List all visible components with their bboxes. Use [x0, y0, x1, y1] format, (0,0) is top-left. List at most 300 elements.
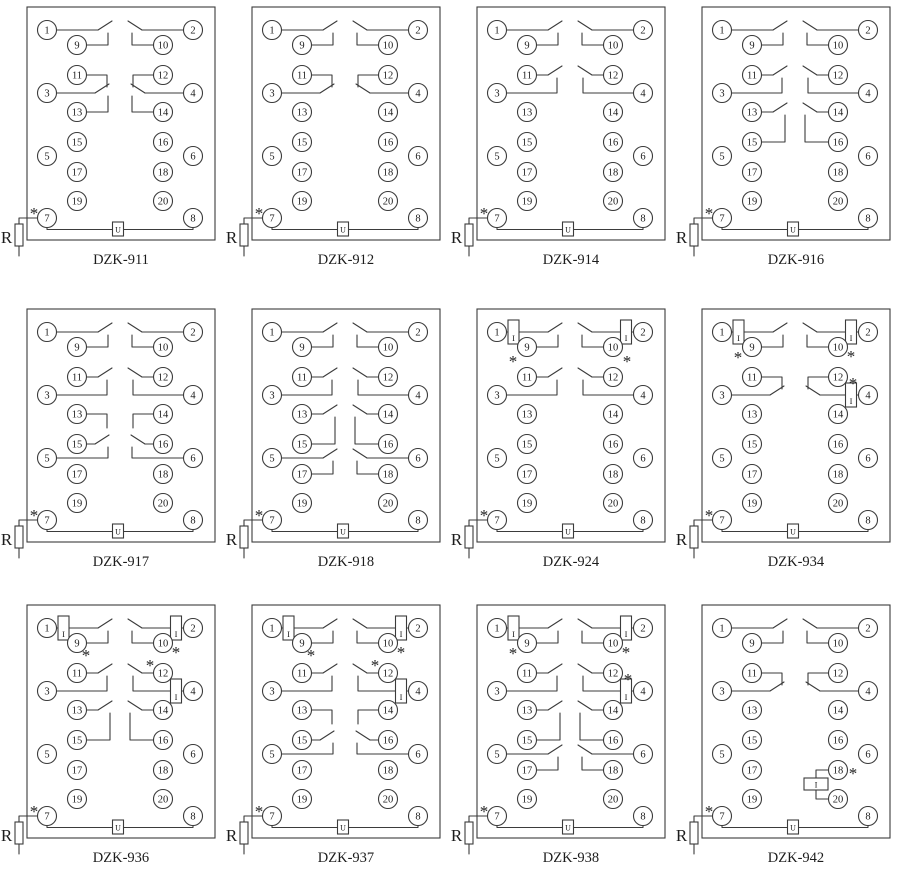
terminal-number: 5	[44, 151, 50, 163]
terminal-number: 4	[190, 88, 196, 100]
terminal-20	[604, 790, 623, 809]
resistor-branch	[451, 816, 488, 854]
terminal-number: 14	[832, 705, 844, 717]
terminal-number: 8	[640, 811, 646, 823]
terminal-4	[184, 386, 203, 405]
terminal-number: 15	[71, 439, 83, 451]
terminal-number: 19	[71, 196, 83, 208]
terminal-number: 19	[296, 498, 308, 510]
diagram-label: DZK-936	[92, 850, 150, 866]
polarity-asterisk-right-of-10: *	[846, 347, 856, 366]
terminal-number: 10	[382, 638, 394, 650]
relay-diagram-dzk-914	[450, 0, 675, 296]
terminal-number: 14	[382, 107, 394, 119]
terminal-18	[379, 761, 398, 780]
terminal-number: 1	[269, 623, 275, 635]
terminal-number: 15	[296, 735, 308, 747]
relay-diagram-dzk-912	[225, 0, 450, 296]
terminal-number: 12	[382, 668, 394, 680]
terminal-17	[743, 465, 762, 484]
terminal-number: 5	[269, 151, 275, 163]
terminal-number: 16	[607, 137, 619, 149]
terminal-number: 18	[832, 469, 844, 481]
polarity-asterisk-near-7: *	[704, 802, 714, 821]
current-coil-label: I	[287, 629, 290, 639]
wire	[98, 619, 112, 628]
terminal-number: 8	[865, 811, 871, 823]
terminal-number: 12	[382, 372, 394, 384]
terminal-number: 18	[607, 765, 619, 777]
terminal-number: 8	[415, 213, 421, 225]
terminal-6	[184, 745, 203, 764]
terminal-number: 4	[865, 686, 871, 698]
terminal-12	[604, 368, 623, 387]
terminal-6	[634, 745, 653, 764]
terminal-17	[293, 465, 312, 484]
terminal-8	[409, 209, 428, 228]
polarity-asterisk-right-of-12: *	[623, 670, 633, 689]
terminal-13	[518, 103, 537, 122]
wire	[353, 664, 367, 673]
terminal-number: 11	[296, 668, 308, 680]
voltage-coil-label: U	[115, 225, 121, 235]
resistor-branch	[676, 520, 713, 558]
current-coil-label: I	[624, 629, 628, 639]
terminal-number: 17	[71, 167, 83, 179]
wire	[578, 745, 592, 754]
terminal-14	[604, 701, 623, 720]
terminal-11	[743, 368, 762, 387]
voltage-coil-label: U	[565, 823, 571, 833]
terminal-16	[154, 133, 173, 152]
wire	[87, 631, 108, 643]
terminal-number: 4	[865, 88, 871, 100]
terminal-11	[68, 664, 87, 683]
wire	[323, 405, 337, 414]
terminal-18	[829, 761, 848, 780]
terminal-number: 1	[719, 623, 725, 635]
wire	[311, 75, 332, 87]
wire	[807, 631, 828, 643]
terminal-number: 3	[719, 88, 725, 100]
diagram-canvas	[675, 302, 900, 598]
terminal-number: 16	[832, 439, 844, 451]
wire	[353, 405, 367, 414]
wire	[807, 33, 828, 45]
terminal-number: 16	[157, 137, 169, 149]
polarity-asterisk-near-7: *	[254, 204, 264, 223]
polarity-asterisk-near-7: *	[704, 204, 714, 223]
terminal-number: 8	[415, 515, 421, 527]
wire	[357, 335, 378, 347]
diagram-label: DZK-942	[767, 850, 825, 866]
terminal-number: 6	[190, 749, 196, 761]
terminal-number: 18	[157, 167, 169, 179]
terminal-number: 19	[521, 794, 533, 806]
wire	[132, 96, 154, 112]
polarity-asterisk-above-12: *	[145, 656, 155, 675]
terminal-number: 16	[382, 439, 394, 451]
terminal-5	[713, 449, 732, 468]
terminal-17	[293, 163, 312, 182]
terminal-number: 16	[157, 735, 169, 747]
resistor-label: R	[675, 826, 688, 845]
terminal-19	[68, 192, 87, 211]
resistor-label: R	[675, 228, 688, 247]
terminal-10	[604, 634, 623, 653]
terminal-number: 18	[832, 765, 844, 777]
resistor-body	[240, 822, 248, 844]
polarity-asterisk-near-7: *	[29, 204, 39, 223]
terminal-number: 16	[607, 735, 619, 747]
terminal-number: 10	[607, 40, 619, 52]
wire	[578, 619, 592, 628]
terminal-number: 2	[190, 25, 196, 37]
terminal-number: 13	[296, 409, 308, 421]
relay-case-border	[252, 605, 440, 838]
terminal-19	[293, 790, 312, 809]
terminal-number: 12	[382, 70, 394, 82]
terminal-number: 9	[74, 342, 80, 354]
terminal-2	[634, 619, 653, 638]
terminal-number: 1	[719, 25, 725, 37]
terminal-number: 17	[296, 167, 308, 179]
terminal-5	[488, 147, 507, 166]
terminal-number: 11	[296, 70, 308, 82]
terminal-7	[713, 511, 732, 530]
terminal-19	[743, 790, 762, 809]
terminal-13	[68, 405, 87, 424]
terminal-3	[713, 386, 732, 405]
terminal-3	[38, 682, 57, 701]
terminal-6	[859, 449, 878, 468]
relay-diagram-dzk-911	[0, 0, 225, 296]
terminal-4	[859, 84, 878, 103]
terminal-4	[634, 682, 653, 701]
terminal-number: 9	[299, 40, 305, 52]
terminal-number: 19	[296, 794, 308, 806]
terminal-number: 2	[190, 327, 196, 339]
wire	[353, 368, 367, 377]
wire	[128, 323, 142, 332]
terminal-3	[263, 682, 282, 701]
terminal-number: 3	[494, 88, 500, 100]
terminal-9	[743, 338, 762, 357]
wire	[582, 631, 603, 643]
current-coil-1	[283, 616, 294, 640]
terminal-13	[293, 405, 312, 424]
terminal-number: 14	[832, 107, 844, 119]
wire	[548, 66, 562, 75]
terminal-19	[743, 494, 762, 513]
relay-case-border	[27, 7, 215, 240]
terminal-number: 11	[296, 372, 308, 384]
terminal-number: 4	[190, 390, 196, 402]
current-coil-1	[508, 616, 519, 640]
terminal-18	[154, 163, 173, 182]
resistor-body	[465, 822, 473, 844]
current-coil-2	[846, 320, 857, 344]
polarity-asterisk-near-7: *	[254, 802, 264, 821]
terminal-number: 10	[382, 342, 394, 354]
terminal-11	[518, 664, 537, 683]
resistor-label: R	[0, 228, 13, 247]
terminal-number: 19	[746, 196, 758, 208]
terminal-20	[154, 494, 173, 513]
terminal-number: 17	[71, 765, 83, 777]
terminal-13	[293, 103, 312, 122]
terminal-number: 18	[607, 167, 619, 179]
wire	[578, 21, 592, 30]
current-coil-2	[171, 616, 182, 640]
terminal-17	[518, 163, 537, 182]
terminal-2	[184, 21, 203, 40]
terminal-7	[488, 807, 507, 826]
wire	[323, 21, 337, 30]
terminal-20	[604, 494, 623, 513]
terminal-number: 16	[832, 735, 844, 747]
terminal-number: 2	[415, 623, 421, 635]
terminal-10	[604, 338, 623, 357]
wire	[87, 33, 108, 45]
terminal-1	[38, 323, 57, 342]
terminal-12	[829, 664, 848, 683]
resistor-label: R	[225, 228, 238, 247]
terminal-number: 1	[269, 25, 275, 37]
terminal-14	[604, 405, 623, 424]
terminal-16	[379, 133, 398, 152]
terminal-13	[518, 405, 537, 424]
terminal-9	[518, 634, 537, 653]
wire	[323, 449, 337, 458]
terminal-number: 13	[746, 409, 758, 421]
terminal-18	[604, 465, 623, 484]
relay-diagram-dzk-918	[225, 302, 450, 598]
wire	[808, 377, 829, 389]
wire	[128, 701, 142, 710]
wire	[133, 414, 154, 428]
terminal-number: 2	[640, 25, 646, 37]
terminal-15	[68, 731, 87, 750]
current-coil-1	[508, 320, 519, 344]
terminal-16	[154, 731, 173, 750]
wire	[803, 21, 817, 30]
terminal-14	[829, 405, 848, 424]
resistor-label: R	[450, 530, 463, 549]
current-coil-1	[733, 320, 744, 344]
wire	[357, 461, 379, 474]
wire	[323, 619, 337, 628]
terminal-number: 15	[746, 735, 758, 747]
diagram-canvas	[0, 598, 225, 894]
voltage-coil	[113, 820, 124, 834]
relay-case-border	[702, 605, 890, 838]
terminal-1	[263, 323, 282, 342]
terminal-number: 6	[640, 151, 646, 163]
terminal-number: 7	[719, 515, 725, 527]
terminal-7	[263, 807, 282, 826]
resistor-label: R	[450, 826, 463, 845]
resistor-body	[15, 224, 23, 246]
terminal-12	[154, 66, 173, 85]
terminal-13	[293, 701, 312, 720]
terminal-number: 5	[494, 453, 500, 465]
wire	[773, 323, 787, 332]
terminal-number: 19	[521, 498, 533, 510]
terminal-17	[743, 163, 762, 182]
terminal-12	[604, 66, 623, 85]
terminal-20	[829, 192, 848, 211]
diagram-canvas	[0, 302, 225, 598]
terminal-number: 12	[607, 372, 619, 384]
terminal-8	[859, 209, 878, 228]
wire	[580, 713, 604, 740]
terminal-2	[184, 619, 203, 638]
wire	[130, 713, 154, 740]
terminal-6	[634, 449, 653, 468]
terminal-13	[743, 701, 762, 720]
wire	[98, 701, 112, 710]
relay-case-border	[27, 605, 215, 838]
polarity-asterisk-right-of-18: *	[848, 764, 858, 783]
polarity-asterisk-right-of-12: *	[848, 374, 858, 393]
terminal-10	[379, 338, 398, 357]
terminal-number: 6	[415, 749, 421, 761]
terminal-number: 13	[71, 705, 83, 717]
terminal-7	[713, 209, 732, 228]
terminal-5	[263, 147, 282, 166]
wire	[95, 84, 109, 93]
terminal-number: 13	[71, 107, 83, 119]
terminal-number: 7	[719, 811, 725, 823]
wire	[803, 66, 817, 75]
terminal-13	[68, 701, 87, 720]
terminal-20	[379, 192, 398, 211]
wire	[548, 701, 562, 710]
terminal-1	[38, 619, 57, 638]
wire	[95, 435, 109, 444]
terminal-number: 13	[521, 107, 533, 119]
terminal-number: 13	[521, 705, 533, 717]
terminal-number: 18	[832, 167, 844, 179]
terminal-number: 14	[832, 409, 844, 421]
terminal-16	[604, 133, 623, 152]
terminal-8	[859, 807, 878, 826]
terminal-number: 12	[157, 372, 169, 384]
terminal-number: 6	[415, 453, 421, 465]
wire	[128, 619, 142, 628]
terminal-number: 4	[415, 686, 421, 698]
terminal-number: 16	[607, 439, 619, 451]
terminal-number: 9	[749, 638, 755, 650]
terminal-number: 15	[296, 439, 308, 451]
terminal-14	[604, 103, 623, 122]
terminal-1	[713, 619, 732, 638]
terminal-number: 3	[719, 686, 725, 698]
wire	[355, 417, 379, 444]
current-coil-2	[621, 320, 632, 344]
terminal-8	[184, 807, 203, 826]
resistor-body	[240, 526, 248, 548]
terminal-1	[38, 21, 57, 40]
terminal-number: 10	[382, 40, 394, 52]
polarity-asterisk-near-7: *	[29, 506, 39, 525]
relay-case-border	[477, 605, 665, 838]
terminal-6	[634, 147, 653, 166]
wire	[582, 757, 604, 770]
wire	[312, 335, 333, 347]
terminal-number: 18	[382, 167, 394, 179]
terminal-number: 4	[640, 686, 646, 698]
terminal-19	[743, 192, 762, 211]
terminal-10	[379, 36, 398, 55]
terminal-number: 3	[269, 88, 275, 100]
relay-diagram-dzk-936	[0, 598, 225, 894]
resistor-branch	[226, 816, 263, 854]
polarity-asterisk-above-12: *	[370, 656, 380, 675]
wire	[131, 84, 145, 93]
voltage-coil-label: U	[340, 527, 346, 537]
diagram-label: DZK-911	[93, 252, 149, 268]
terminal-number: 12	[607, 70, 619, 82]
current-coil-2	[396, 616, 407, 640]
terminal-number: 19	[296, 196, 308, 208]
terminal-number: 17	[296, 765, 308, 777]
diagram-label: DZK-916	[767, 252, 825, 268]
terminal-number: 11	[71, 668, 83, 680]
terminal-10	[829, 634, 848, 653]
resistor-body	[465, 224, 473, 246]
terminal-6	[859, 745, 878, 764]
terminal-8	[634, 807, 653, 826]
terminal-8	[184, 209, 203, 228]
terminal-11	[518, 368, 537, 387]
terminal-number: 20	[157, 196, 169, 208]
terminal-5	[38, 745, 57, 764]
current-coil-2	[621, 616, 632, 640]
terminal-10	[379, 634, 398, 653]
terminal-number: 20	[382, 196, 394, 208]
wire	[805, 115, 829, 142]
terminal-number: 5	[269, 749, 275, 761]
terminal-12	[379, 66, 398, 85]
voltage-coil	[113, 222, 124, 236]
polarity-asterisk-near-7: *	[479, 506, 489, 525]
wire	[806, 682, 820, 691]
terminal-number: 1	[494, 25, 500, 37]
terminal-number: 9	[749, 40, 755, 52]
terminal-number: 15	[71, 137, 83, 149]
terminal-number: 5	[494, 749, 500, 761]
wire	[132, 335, 153, 347]
terminal-number: 20	[607, 498, 619, 510]
terminal-number: 14	[157, 705, 169, 717]
terminal-16	[154, 435, 173, 454]
terminal-1	[263, 21, 282, 40]
terminal-19	[68, 494, 87, 513]
terminal-number: 16	[382, 137, 394, 149]
wire	[761, 115, 785, 142]
terminal-7	[713, 807, 732, 826]
voltage-coil	[563, 222, 574, 236]
terminal-12	[829, 66, 848, 85]
terminal-5	[38, 449, 57, 468]
resistor-body	[240, 224, 248, 246]
wire	[762, 335, 783, 347]
wire	[312, 33, 333, 45]
terminal-18	[604, 761, 623, 780]
terminal-number: 1	[269, 327, 275, 339]
